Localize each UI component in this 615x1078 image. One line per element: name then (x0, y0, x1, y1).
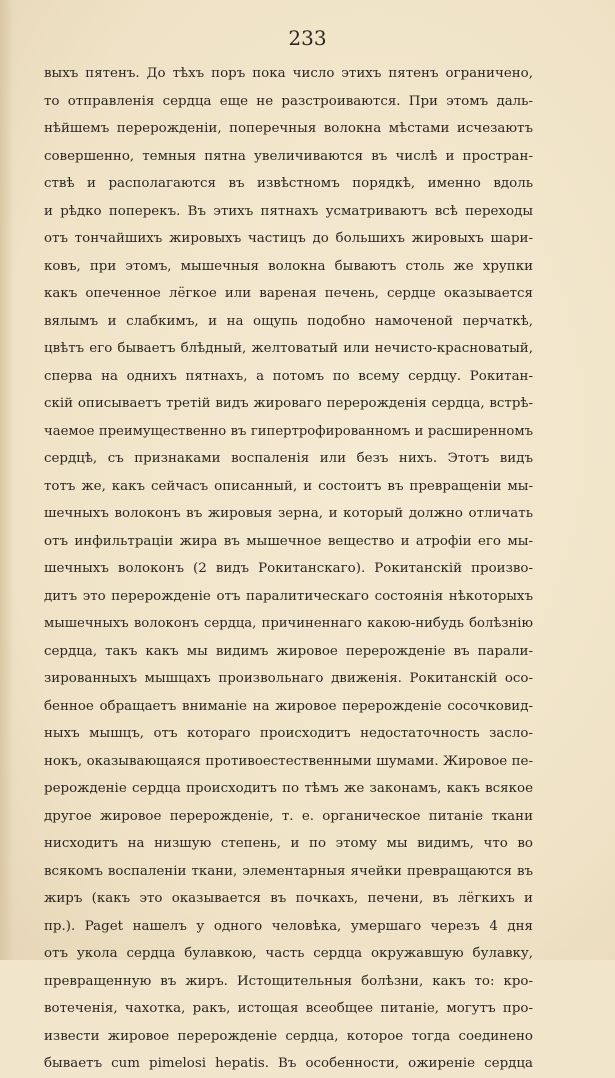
text-line: цвѣтъ его бываетъ блѣдный, желтоватый или нечисто-красноватый, (44, 341, 533, 356)
text-line: вялымъ и слабкимъ, и на ощупь подобно намоченой перчаткѣ, (44, 313, 533, 329)
text-line: и рѣдко поперекъ. Въ этихъ пятнахъ усматриваютъ всѣ переходы (44, 203, 533, 219)
page-number: 233 (288, 26, 327, 50)
text-line: сердцѣ, съ признаками воспаленія или безъ нихъ. Этотъ видъ (44, 451, 533, 466)
text-line: чаемое преимущественно въ гипертрофированномъ и расширенномъ (44, 423, 533, 439)
text-line: извести жировое перерожденіе сердца, которое тогда соединено (44, 1028, 533, 1044)
text-line: какъ опеченное лёгкое или вареная печень, сердце оказывается (44, 286, 533, 301)
text-line: бенное обращаетъ вниманіе на жировое перерожденіе сосочковид- (44, 698, 533, 714)
text-line: шечныхъ волоконъ (2 видъ Рокитанскаго). Рокитанскій произво- (44, 561, 533, 576)
text-line: нѣйшемъ перерожденіи, поперечныя волокна мѣстами исчезаютъ (44, 121, 533, 136)
text-line: нокъ, оказывающаяся противоестественными шумами. Жировое пе- (44, 753, 533, 769)
body-text (44, 60, 533, 1078)
text-line: другое жировое перерожденіе, т. е. органическое питаніе ткани (44, 808, 533, 824)
text-line: сердца, такъ какъ мы видимъ жировое перерожденіе въ парали- (44, 643, 533, 659)
text-line: рерожденіе сердца происходитъ по тѣмъ же законамъ, какъ всякое (44, 781, 533, 796)
text-line: дитъ это перерожденіе отъ паралитическаго состоянія нѣкоторыхъ (44, 588, 533, 604)
text-line: то отправленія сердца еще не разстроиваются. При этомъ даль- (44, 93, 533, 109)
text-line: превращенную въ жиръ. Истощительныя болѣзни, какъ то: кро- (44, 973, 533, 989)
text-line: совершенно, темныя пятна увеличиваются въ числѣ и простран- (44, 148, 533, 164)
text-line: скій описываетъ третій видъ жироваго перерожденія сердца, встрѣ- (44, 396, 533, 411)
text-line: всякомъ воспаленіи ткани, элементарныя ячейки превращаются въ (44, 863, 533, 879)
text-line: нисходитъ на низшую степень, и по этому мы видимъ, что во (44, 836, 533, 851)
text-line: вотеченія, чахотка, ракъ, истощая всеобщее питаніе, могутъ про- (44, 1001, 533, 1016)
text-line: ковъ, при этомъ, мышечныя волокна бываютъ столь же хрупки (44, 258, 533, 274)
text-line: сперва на однихъ пятнахъ, а потомъ по всему сердцу. Рокитан- (44, 368, 533, 384)
text-line: ствѣ и располагаются въ извѣстномъ порядкѣ, именно вдоль (44, 176, 533, 191)
text-line: отъ укола сердца булавкою, часть сердца окружавшую булавку, (44, 946, 533, 961)
binding-gutter-shadow (0, 0, 14, 960)
text-line: отъ инфильтраціи жира въ мышечное вещество и атрофіи его мы- (44, 533, 533, 549)
text-line: ныхъ мышцъ, отъ котораго происходитъ недостаточность засло- (44, 726, 533, 741)
text-line: выхъ пятенъ. До тѣхъ поръ пока число этихъ пятенъ ограничено, (44, 66, 533, 81)
text-line: бываетъ cum pimelosi hepatis. Въ особенности, ожиреніе сердца (44, 1056, 533, 1071)
text-line: мышечныхъ волоконъ сердца, причиненнаго какою-нибудь болѣзнію (44, 616, 533, 631)
text-line: зированныхъ мышцахъ произвольнаго движенія. Рокитанскій осо- (44, 671, 533, 686)
text-line: жиръ (какъ это оказывается въ почкахъ, печени, въ лёгкихъ и (44, 891, 533, 906)
text-line: отъ тончайшихъ жировыхъ частицъ до большихъ жировыхъ шари- (44, 231, 533, 246)
text-line: шечныхъ волоконъ въ жировыя зерна, и который должно отличать (44, 506, 533, 521)
text-line: пр.). Paget нашелъ у одного человѣка, умершаго черезъ 4 дня (44, 918, 533, 934)
text-line: тотъ же, какъ сейчасъ описанный, и состоитъ въ превращеніи мы- (44, 478, 533, 494)
